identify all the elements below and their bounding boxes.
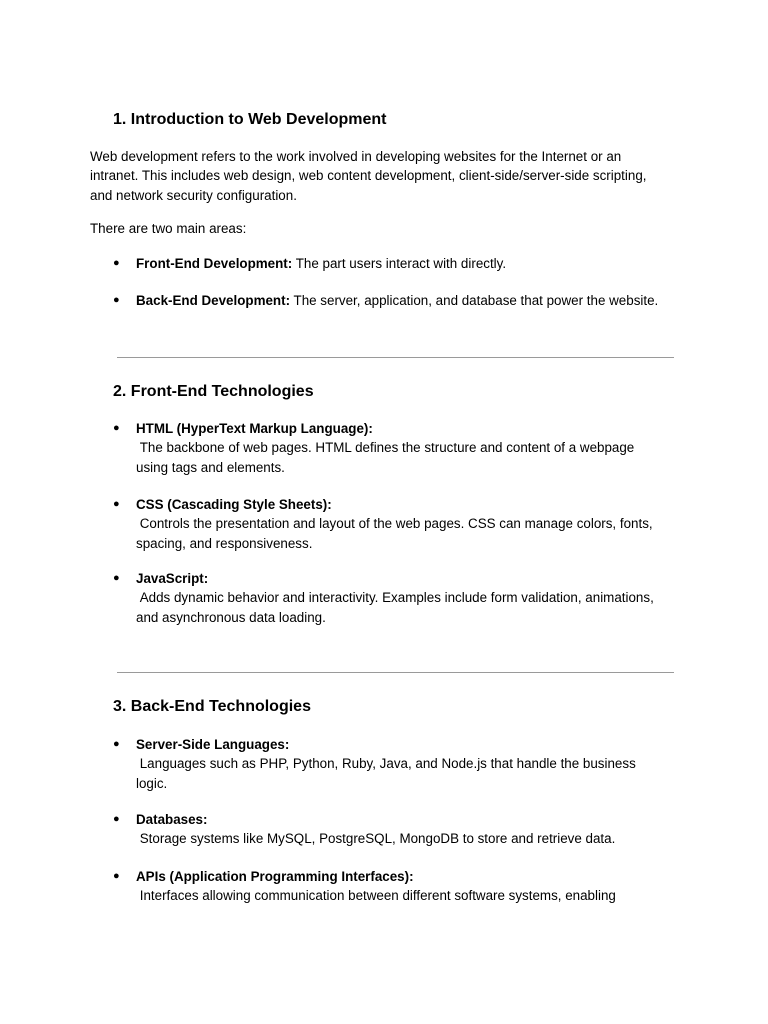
bullet-icon: ● xyxy=(113,257,120,269)
list-item-text-line-2: and asynchronous data loading. xyxy=(136,609,326,625)
section-divider xyxy=(117,672,674,673)
list-item-title: Front-End Development: xyxy=(136,256,293,271)
bullet-icon: ● xyxy=(113,738,120,750)
list-item-text-line-2: logic. xyxy=(136,775,168,791)
list-item-title: Back-End Development: xyxy=(136,293,291,308)
list-item-text-line-2: using tags and elements. xyxy=(136,459,285,475)
bullet-icon: ● xyxy=(113,498,120,510)
section-3-heading: 3. Back-End Technologies xyxy=(113,698,311,715)
section-divider xyxy=(117,357,674,358)
list-item-text: The server, application, and database that power the website. xyxy=(290,293,659,308)
bullet-icon: ● xyxy=(113,813,120,825)
list-item-text-line-1: Interfaces allowing communication between different software systems, enabling xyxy=(136,888,616,904)
list-item-css xyxy=(113,495,683,553)
list-item-text-line-2: spacing, and responsiveness. xyxy=(136,535,313,551)
main-areas-paragraph: There are two main areas: xyxy=(90,221,247,236)
bullet-icon: ● xyxy=(113,572,120,584)
list-item-text: The part users interact with directly. xyxy=(292,256,507,271)
list-item-title: Server-Side Languages: xyxy=(136,737,290,752)
section-1-heading: 1. Introduction to Web Development xyxy=(113,111,387,128)
list-item-javascript xyxy=(113,569,683,627)
list-item-text-line-1: Languages such as PHP, Python, Ruby, Java, and Node.js that handle the business xyxy=(136,756,636,772)
list-item-title: HTML (HyperText Markup Language): xyxy=(136,421,373,436)
intro-paragraph-line-3: and network security configuration. xyxy=(90,187,297,203)
list-item-databases xyxy=(113,810,683,849)
intro-paragraph xyxy=(90,147,680,205)
intro-paragraph-line-1: Web development refers to the work involved in developing websites for the Internet or an xyxy=(90,149,622,164)
list-item-back-end-development xyxy=(113,291,683,310)
list-item-text-line-1: Adds dynamic behavior and interactivity. Examples include form validation, animations, xyxy=(136,590,654,606)
list-item-text-line-1: Storage systems like MySQL, PostgreSQL, MongoDB to store and retrieve data. xyxy=(136,831,616,847)
list-item-front-end-development xyxy=(113,254,683,273)
list-item-title: CSS (Cascading Style Sheets): xyxy=(136,497,332,512)
list-item-title: Databases: xyxy=(136,812,208,827)
section-2-heading: 2. Front-End Technologies xyxy=(113,383,314,400)
bullet-icon: ● xyxy=(113,870,120,882)
list-item-title: JavaScript: xyxy=(136,571,209,586)
list-item-apis xyxy=(113,867,683,906)
list-item-html xyxy=(113,419,683,477)
intro-paragraph-line-2: intranet. This includes web design, web content development, client-side/server-side scripting, xyxy=(90,168,647,184)
list-item-text-line-1: The backbone of web pages. HTML defines the structure and content of a webpage xyxy=(136,440,635,456)
bullet-icon: ● xyxy=(113,294,120,306)
list-item-title: APIs (Application Programming Interfaces): xyxy=(136,869,414,884)
list-item-server-side-languages xyxy=(113,735,683,793)
bullet-icon: ● xyxy=(113,422,120,434)
list-item-text-line-1: Controls the presentation and layout of the web pages. CSS can manage colors, fonts, xyxy=(136,516,653,532)
